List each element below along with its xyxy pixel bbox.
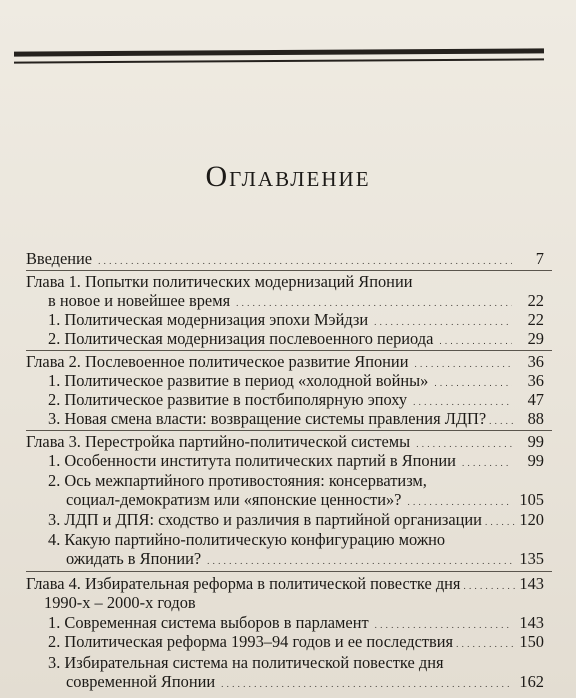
toc-page-number: 36 [527, 352, 544, 371]
toc-entry-text: 1. Особенности института политических партий в Японии [48, 451, 456, 470]
toc-section-3-1 [48, 451, 544, 473]
toc-chapter-1-title: Глава 1. Попытки политических модернизаций Японии [26, 272, 413, 291]
toc-page-number: 22 [527, 291, 544, 310]
toc-section-3-3 [48, 510, 544, 532]
toc-page-number: 120 [519, 510, 544, 529]
page-title: Оглавление [205, 160, 371, 193]
leader-dots [207, 549, 512, 571]
toc-page-number: 22 [527, 310, 544, 329]
toc-chapter-4-line-2: 1990-х – 2000-х годов [44, 593, 196, 612]
toc-entry-text: 2. Политическая реформа 1993–94 годов и ее последствия [48, 632, 454, 651]
toc-page-number: 162 [519, 672, 544, 691]
toc-entry-text: Глава 2. Послевоенное политическое развитие Японии [26, 352, 409, 371]
toc-page-number: 150 [519, 632, 544, 651]
toc-page-number: 88 [527, 409, 544, 428]
toc-page-number: 29 [527, 329, 544, 348]
toc-section-3-4-line-1: 4. Какую партийно-политическую конфигурацию можно [48, 530, 446, 549]
toc-section-3-2 [66, 490, 544, 512]
leader-dots [462, 451, 512, 473]
toc-entry-text: 2. Политическая модернизация послевоенного периода [48, 329, 434, 348]
toc-entry-text: 1. Политическая модернизация эпохи Мэйдзи [48, 310, 369, 329]
leader-dots [221, 672, 512, 694]
leader-dots [489, 409, 515, 431]
toc-page-number: 135 [519, 549, 544, 568]
toc-page-number: 143 [519, 574, 544, 593]
toc-entry-text: в новое и новейшее время [48, 291, 231, 310]
toc-entry-text: Введение [26, 249, 93, 268]
leader-dots [456, 632, 515, 654]
toc-entry-text: 2. Политическое развитие в постбиполярную эпоху [48, 390, 408, 409]
toc-section-2-3 [48, 409, 544, 431]
toc-section-1-2 [48, 329, 544, 351]
leader-dots [407, 490, 512, 512]
toc-page-number: 99 [527, 432, 544, 451]
section-separator [26, 571, 552, 572]
toc-section-3-2-line-1: 2. Ось межпартийного противостояния: консерватизм, [48, 471, 427, 490]
toc-page-number: 36 [527, 371, 544, 390]
leader-dots [463, 574, 515, 596]
leader-dots [98, 249, 512, 271]
toc-entry-text: 3. ЛДП и ДПЯ: сходство и различия в партийной организации [48, 510, 482, 529]
section-separator [26, 430, 552, 431]
toc-entry-text: 1. Современная система выборов в парламент [48, 613, 369, 632]
toc-entry-text: ожидать в Японии? [66, 549, 202, 568]
toc-section-4-3 [66, 672, 544, 694]
toc-page-number: 47 [527, 390, 544, 409]
toc-entry-text: социал-демократизм или «японские ценности»? [66, 490, 402, 509]
toc-entry-introduction [26, 249, 544, 271]
toc-entry-text: 1. Политическое развитие в период «холодной войны» [48, 371, 429, 390]
toc-page-number: 7 [535, 249, 544, 268]
toc-page-number: 143 [519, 613, 544, 632]
section-separator [26, 350, 552, 351]
leader-dots [439, 329, 512, 351]
leader-dots [485, 510, 515, 532]
toc-page-number: 99 [527, 451, 544, 470]
section-separator [26, 270, 552, 271]
toc-entry-text: Глава 4. Избирательная реформа в политической повестке дня [26, 574, 461, 593]
toc-section-4-3-line-1: 3. Избирательная система на политической повестке дня [48, 653, 444, 672]
toc-section-3-4 [66, 549, 544, 571]
toc-entry-text: современной Японии [66, 672, 216, 691]
toc-entry-text: Глава 3. Перестройка партийно-политической системы [26, 432, 411, 451]
toc-entry-text: 3. Новая смена власти: возвращение системы правления ЛДП? [48, 409, 487, 428]
toc-section-4-2 [48, 632, 544, 654]
toc-page-number: 105 [519, 490, 544, 509]
